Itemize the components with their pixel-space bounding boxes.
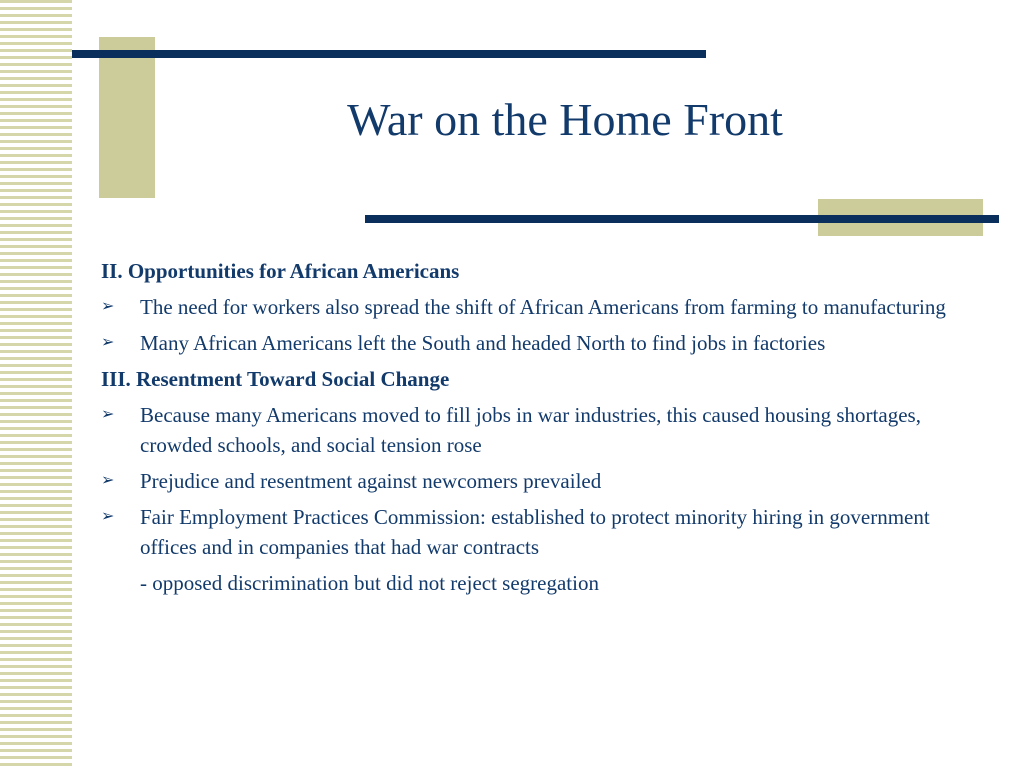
bullet-item (101, 292, 981, 322)
bullet-text: The need for workers also spread the shift of African Americans from farming to manufacturing (140, 295, 946, 319)
decorative-stripes (0, 0, 72, 768)
section-heading: III. Resentment Toward Social Change (101, 367, 450, 391)
decorative-rule-bottom (365, 215, 999, 223)
arrow-bullet-icon: ➢ (101, 508, 115, 525)
arrow-bullet-icon: ➢ (101, 472, 115, 489)
bullet-item (101, 502, 981, 562)
bullet-text: Prejudice and resentment against newcomers prevailed (140, 469, 602, 493)
bullet-text: Many African Americans left the South and headed North to find jobs in factories (140, 331, 826, 355)
sub-note: - opposed discrimination but did not reject segregation (140, 571, 599, 595)
arrow-bullet-icon: ➢ (101, 406, 115, 423)
decorative-rule-top (72, 50, 706, 58)
slide-content (101, 256, 981, 598)
bullet-text: Because many Americans moved to fill jobs in war industries, this caused housing shortages, crowded schools, and social tension rose (140, 403, 921, 457)
arrow-bullet-icon: ➢ (101, 298, 115, 315)
decorative-block-left (99, 37, 155, 198)
bullet-item (101, 328, 981, 358)
bullet-item (101, 400, 981, 460)
arrow-bullet-icon: ➢ (101, 334, 115, 351)
bullet-text: Fair Employment Practices Commission: established to protect minority hiring in government offices and in companies that had war contracts (140, 505, 930, 559)
section-heading: II. Opportunities for African Americans (101, 259, 460, 283)
bullet-item (101, 466, 981, 496)
slide-title: War on the Home Front (347, 94, 783, 145)
